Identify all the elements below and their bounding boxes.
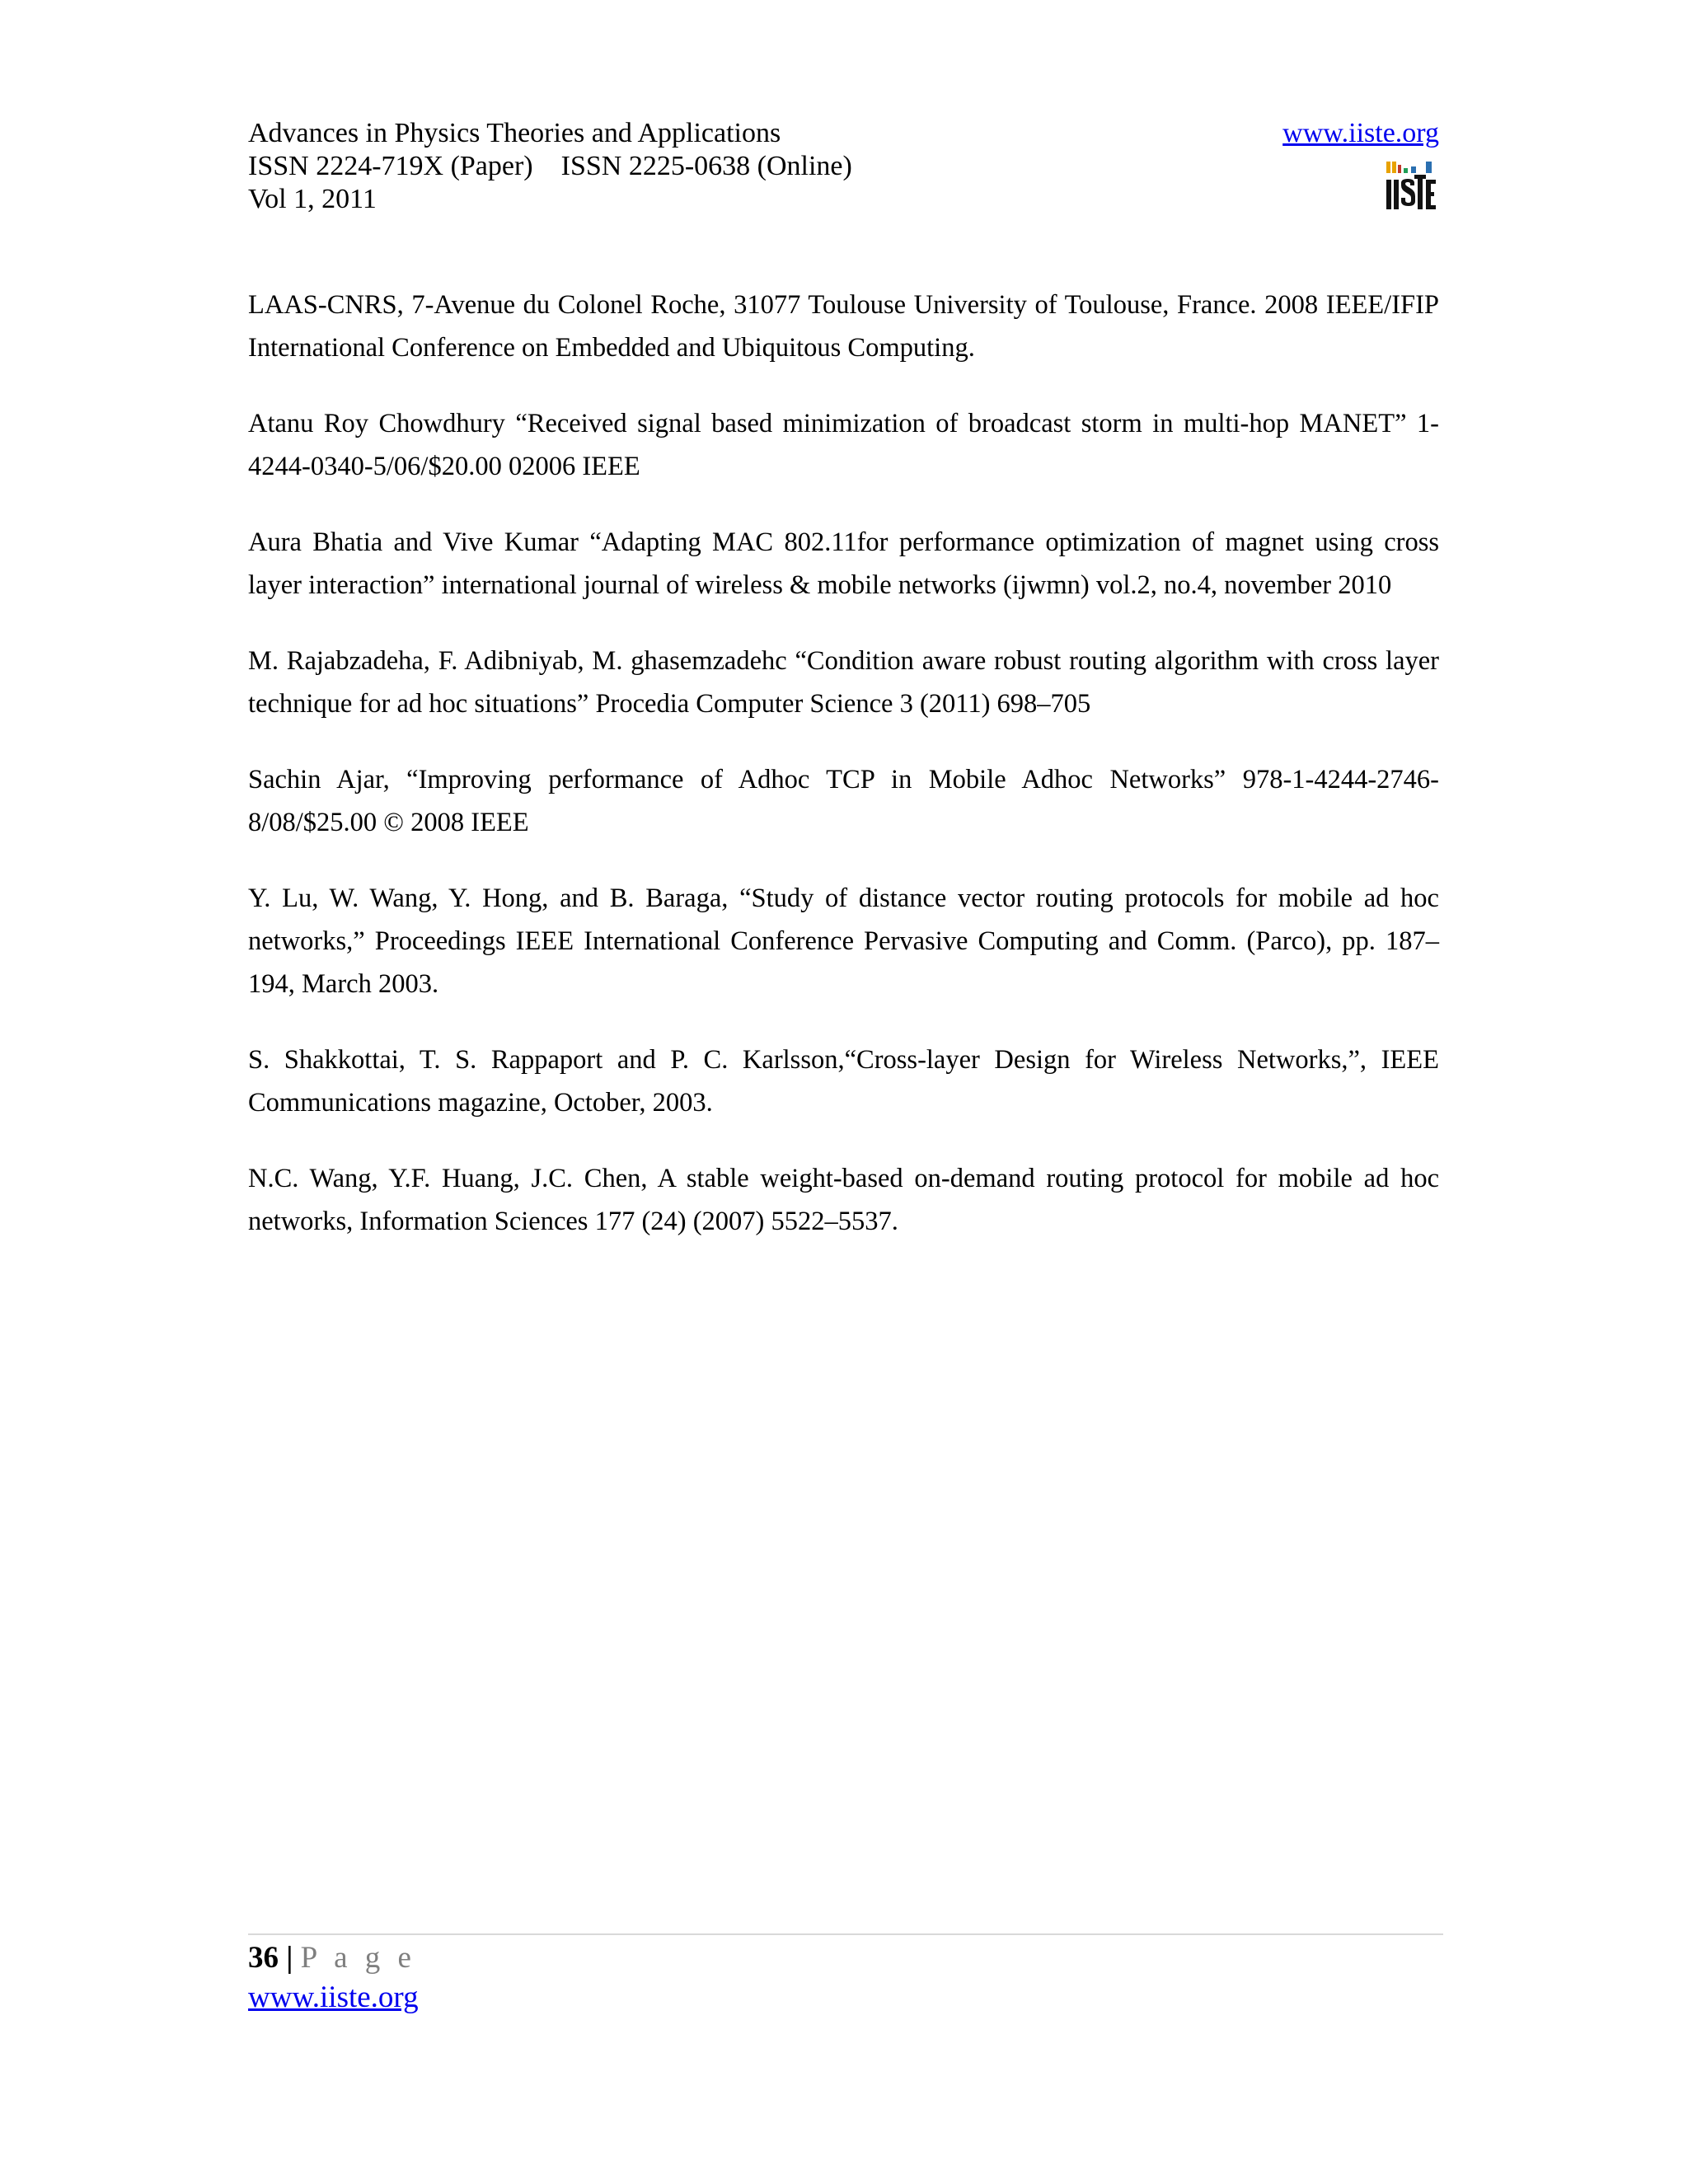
journal-info [248, 117, 852, 216]
reference-item: Aura Bhatia and Vive Kumar “Adapting MAC 802.11for performance optimization of magnet using cross layer interaction” international journal of wireless & mobile networks (ijwmn) vol.2, no.4, november 2010 [248, 527, 1439, 600]
reference-list [248, 284, 1439, 1276]
footer-website-link[interactable]: www.iiste.org [248, 1980, 419, 2014]
journal-title: Advances in Physics Theories and Applications [248, 118, 781, 148]
reference-item: Sachin Ajar, “Improving performance of Adhoc TCP in Mobile Adhoc Networks” 978-1-4244-2746-8/08/$25.00 © 2008 IEEE [248, 765, 1439, 837]
page-header [248, 117, 1439, 224]
page-footer [248, 1938, 419, 2018]
reference-item: N.C. Wang, Y.F. Huang, J.C. Chen, A stable weight-based on-demand routing protocol for mobile ad hoc networks, Information Sciences 177 (24) (2007) 5522–5537. [248, 1164, 1439, 1236]
page-label: P a g e [300, 1941, 416, 1975]
reference-item: LAAS-CNRS, 7-Avenue du Colonel Roche, 31077 Toulouse University of Toulouse, France. 2008 IEEE/IFIP International Conference on Embedded and Ubiquitous Computing. [248, 290, 1439, 363]
footer-divider [248, 1933, 1443, 1935]
page-number: 36 [248, 1941, 279, 1975]
reference-item: Y. Lu, W. Wang, Y. Hong, and B. Baraga, “Study of distance vector routing protocols for mobile ad hoc networks,” Proceedings IEEE International Conference Pervasive Computing and Comm. (Parco), pp. 187–194, March 2003. [248, 883, 1439, 999]
issn-line: ISSN 2224-719X (Paper) ISSN 2225-0638 (Online) [248, 151, 852, 181]
page-separator: | [286, 1941, 293, 1975]
header-website-link[interactable]: www.iiste.org [1282, 118, 1439, 148]
reference-item: S. Shakkottai, T. S. Rappaport and P. C. Karlsson,“Cross-layer Design for Wireless Networks,”, IEEE Communications magazine, October, 2003. [248, 1045, 1439, 1118]
volume-line: Vol 1, 2011 [248, 184, 377, 214]
page-number-line [248, 1938, 419, 1978]
iiste-logo-icon [1385, 160, 1437, 216]
reference-item: M. Rajabzadeha, F. Adibniyab, M. ghasemzadehc “Condition aware robust routing algorithm with cross layer technique for ad hoc situations” Procedia Computer Science 3 (2011) 698–705 [248, 646, 1439, 719]
reference-item: Atanu Roy Chowdhury “Received signal based minimization of broadcast storm in multi-hop MANET” 1-4244-0340-5/06/$20.00 02006 IEEE [248, 409, 1439, 481]
